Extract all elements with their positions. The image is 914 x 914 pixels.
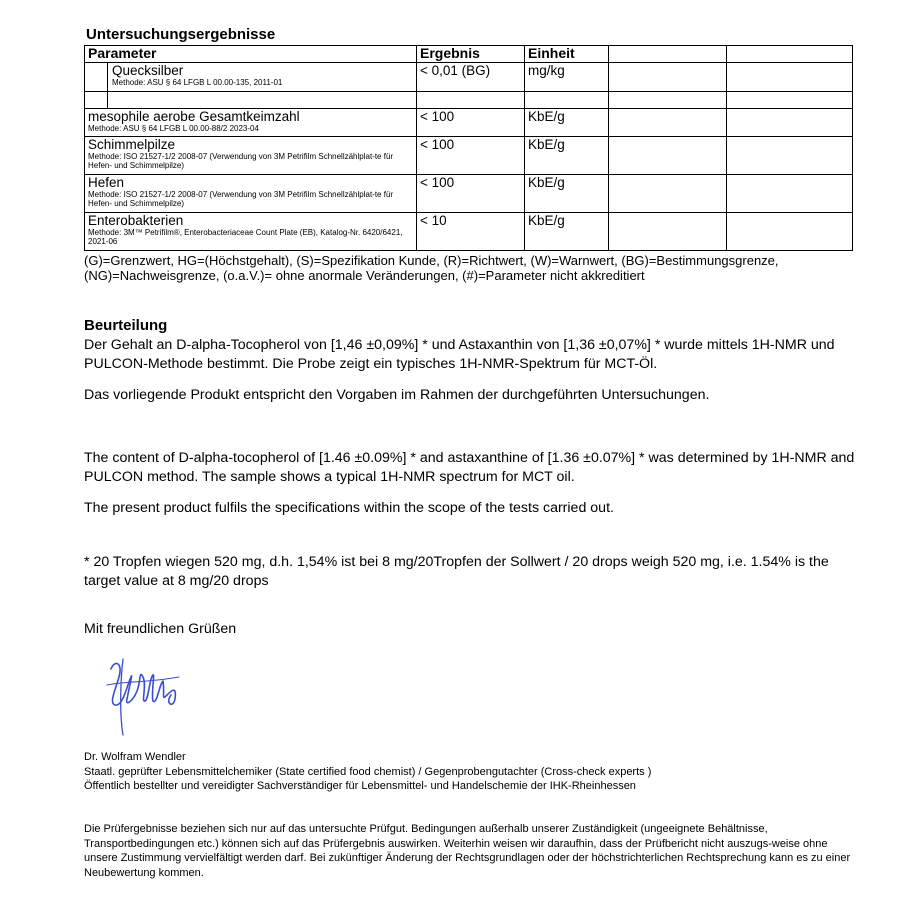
section-title: Untersuchungsergebnisse (86, 26, 276, 43)
param-cell (85, 109, 417, 137)
param-cell (85, 63, 417, 92)
param-method: Methode: ASU § 64 LFGB L 00.00-135, 2011-01 (112, 78, 283, 87)
signatory-title-1: Staatl. geprüfter Lebensmittelchemiker (State certified food chemist) / Gegenprobengutachter (Cross-check experts ) (84, 766, 652, 778)
param-cell (85, 137, 417, 175)
table-row (85, 137, 853, 175)
assessment-de-paragraph-1: Der Gehalt an D-alpha-Tocopherol von [1,46 ±0,09%] * und Astaxanthin von [1,36 ±0,07%] * wurde mittels 1H-NMR und PULCON-Methode bestimmt. Die Probe zeigt ein typisches 1H-NMR-Spektrum für MCT-Öl. (84, 337, 835, 372)
table-row (85, 213, 853, 251)
param-method: Methode: ISO 21527-1/2 2008-07 (Verwendung von 3M Petrifilm Schnellzählplat-te für Hefen- und Schimmelpilze) (88, 190, 394, 208)
header-parameter: Parameter (85, 46, 417, 63)
assessment-title: Beurteilung (84, 317, 168, 334)
signature-icon (105, 655, 190, 737)
unit-cell: mg/kg (525, 63, 609, 92)
assessment-en-paragraph-2: The present product fulfils the specifications within the scope of the tests carried out. (84, 500, 614, 516)
abbreviation-legend (84, 253, 864, 283)
header-empty-2 (727, 46, 853, 63)
results-table (84, 45, 853, 251)
table-row (85, 63, 853, 92)
unit-cell: KbE/g (525, 109, 609, 137)
param-name: Quecksilber (112, 63, 184, 78)
param-method: Methode: ISO 21527-1/2 2008-07 (Verwendung von 3M Petrifilm Schnellzählplat-te für Hefen- und Schimmelpilze) (88, 152, 394, 170)
table-header-row (85, 46, 853, 63)
legend-line-2: (NG)=Nachweisgrenze, (o.a.V.)= ohne anormale Veränderungen, (#)=Parameter nicht akkreditiert (84, 268, 645, 283)
disclaimer-text: Die Prüfergebnisse beziehen sich nur auf das untersuchte Prüfgut. Bedingungen außerhalb unserer Zuständigkeit (ungeeignete Behältnisse, Transportbedingungen etc.) können sich auf das Prüfergebnis auswirken. Weiterhin weisen wir daraufhin, dass der Prüfbericht nicht auszugs-weise ohne unsere Zustimmung vervielfältigt werden darf. Bei zukünftiger Änderung der Rechtsgrundlagen oder der höchstrichterlichen Rechtsprechung kann es zu einer Neubewertung kommen. (84, 823, 851, 879)
param-name: Hefen (88, 175, 125, 190)
legend-line-1: (G)=Grenzwert, HG=(Höchstgehalt), (S)=Spezifikation Kunde, (R)=Richtwert, (W)=Warnwert, (BG)=Bestimmungsgrenze, (84, 253, 779, 268)
unit-cell: KbE/g (525, 175, 609, 213)
param-name: Schimmelpilze (88, 137, 176, 152)
result-cell: < 0,01 (BG) (417, 63, 525, 92)
result-cell: < 100 (417, 175, 525, 213)
signatory-name: Dr. Wolfram Wendler (84, 751, 186, 763)
closing-greeting: Mit freundlichen Grüßen (84, 621, 237, 637)
header-unit: Einheit (525, 46, 609, 63)
result-cell: < 100 (417, 109, 525, 137)
param-name: Enterobakterien (88, 213, 184, 228)
signatory-title-2: Öffentlich bestellter und vereidigter Sachverständiger für Lebensmittel- und Handelschemie der IHK-Rheinhessen (84, 780, 636, 792)
assessment-de-paragraph-2: Das vorliegende Produkt entspricht den Vorgaben im Rahmen der durchgeführten Untersuchungen. (84, 387, 710, 403)
param-name: mesophile aerobe Gesamtkeimzahl (88, 109, 300, 124)
assessment-en-paragraph-1: The content of D-alpha-tocopherol of [1.46 ±0.09%] * and astaxanthine of [1.36 ±0.07%] * was determined by 1H-NMR and PULCON method. The sample shows a typical 1H-NMR spectrum for MCT oil. (84, 450, 855, 485)
header-result: Ergebnis (417, 46, 525, 63)
table-row (85, 175, 853, 213)
assessment-footnote: * 20 Tropfen wiegen 520 mg, d.h. 1,54% ist bei 8 mg/20Tropfen der Sollwert / 20 drops weigh 520 mg, i.e. 1.54% is the target value at 8 mg/20 drops (84, 554, 829, 589)
param-method: Methode: ASU § 64 LFGB L 00.00-88/2 2023-04 (88, 124, 259, 133)
table-row (85, 109, 853, 137)
result-cell: < 10 (417, 213, 525, 251)
param-cell (85, 175, 417, 213)
param-cell (85, 213, 417, 251)
result-cell: < 100 (417, 137, 525, 175)
unit-cell: KbE/g (525, 137, 609, 175)
param-method: Methode: 3M™ Petrifilm®, Enterobacteriaceae Count Plate (EB), Katalog-Nr. 6420/6421, 2021-06 (88, 228, 403, 246)
header-empty-1 (609, 46, 727, 63)
table-spacer-row (85, 92, 853, 109)
unit-cell: KbE/g (525, 213, 609, 251)
